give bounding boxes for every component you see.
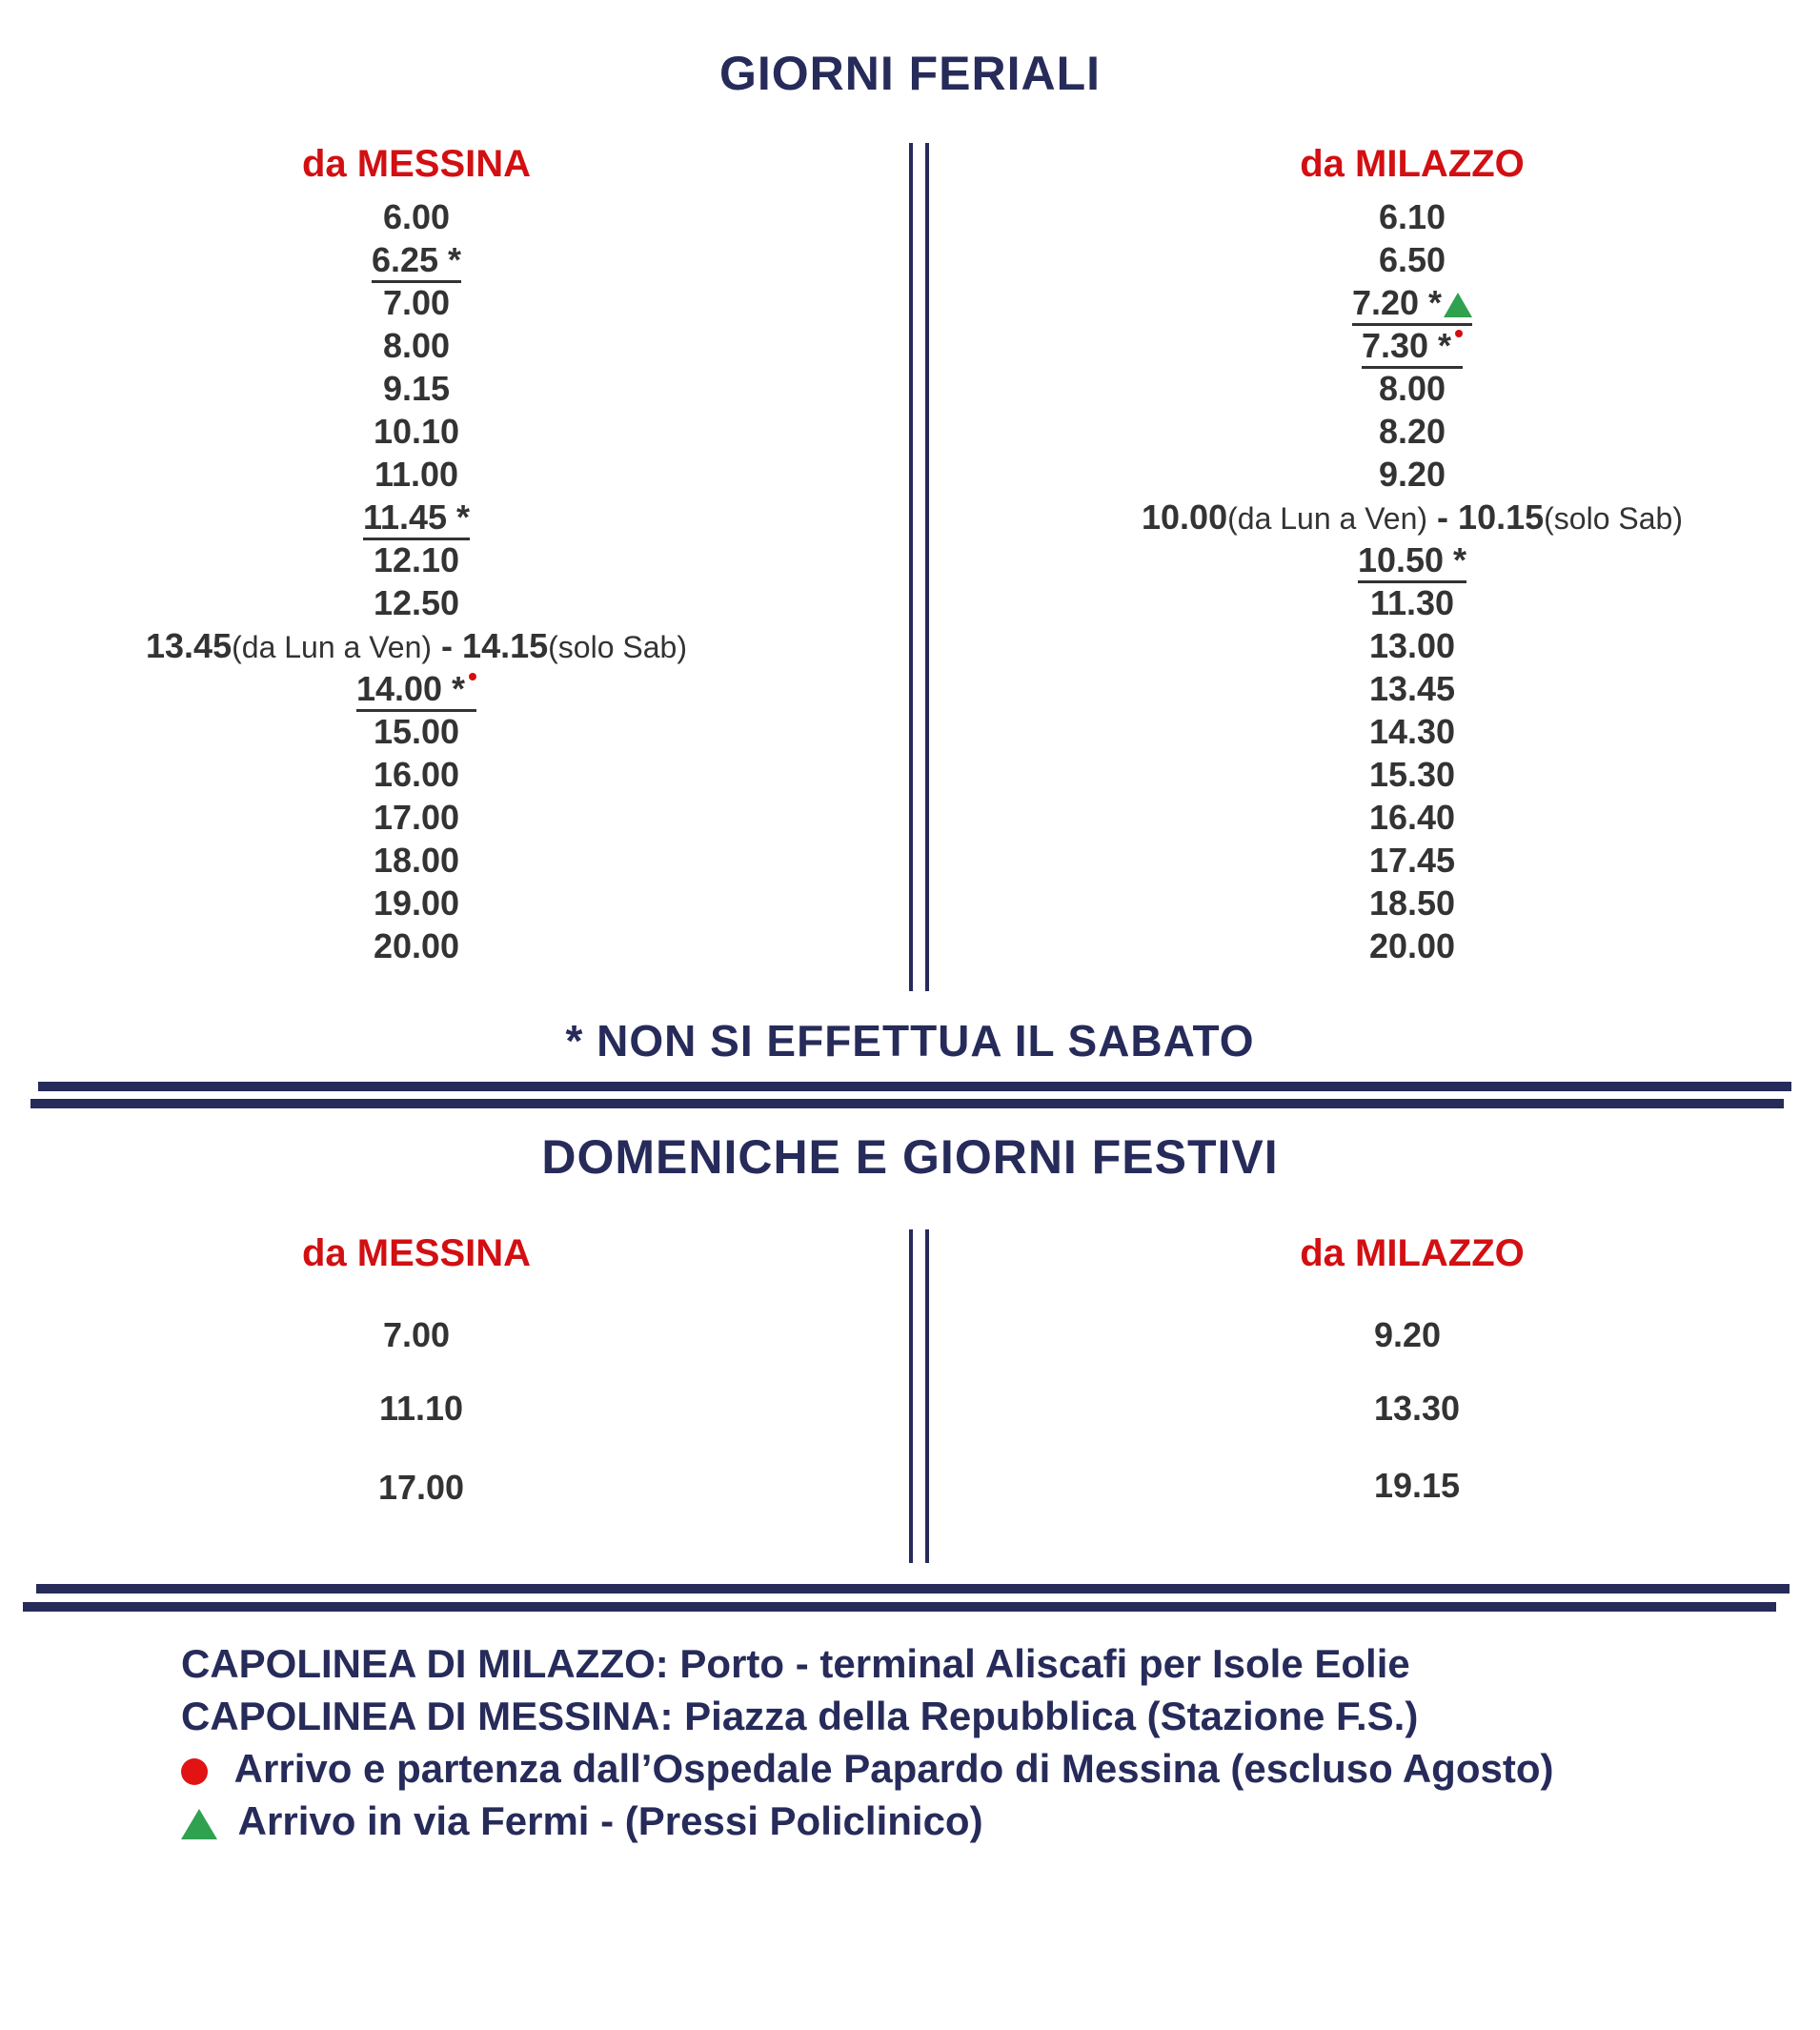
departure-time [83,410,750,453]
time-value [374,841,459,880]
departure-time [83,667,750,710]
green-triangle-icon [181,1809,217,1839]
departure-time [83,324,750,367]
holiday-messina-time: 17.00 [377,1468,465,1507]
time-value [374,883,459,923]
time-value [1358,540,1466,583]
asterisk-mark: * [1444,540,1467,579]
time-text: 18.50 [1368,883,1456,923]
time-text: 10.50 [1357,540,1445,579]
time-text: 9.15 [382,369,451,408]
footer-separator-bottom [23,1602,1776,1612]
departure-time [83,753,750,796]
weekday-milazzo-times [1079,195,1746,967]
departure-time [1079,753,1746,796]
time-text: 18.00 [373,841,460,880]
asterisk-mark: * [442,669,466,708]
time-value [374,798,459,837]
time-value [383,283,450,322]
departure-time [1079,796,1746,839]
holiday-title: DOMENICHE E GIORNI FESTIVI [541,1130,1279,1184]
separator: - [432,626,463,665]
weekday-title: GIORNI FERIALI [718,47,1102,100]
holiday-messina-time: 7.00 [382,1315,451,1354]
time-text: 11.30 [1369,583,1455,622]
time-value [383,369,450,408]
time-value [383,197,450,236]
departure-time [83,496,750,538]
time-text: 6.50 [1378,240,1446,279]
time-text: 16.00 [373,755,460,794]
departure-time [83,281,750,324]
departure-time [83,453,750,496]
weekday-milazzo-heading: da MILAZZO [1300,143,1525,185]
red-dot-icon [181,1758,208,1785]
departure-time [83,839,750,882]
weekday-qualifier: (da Lun a Ven) [232,630,433,664]
departure-time [1079,924,1746,967]
departure-time [1079,410,1746,453]
departure-time [83,924,750,967]
section-separator-bottom [30,1099,1784,1108]
time-text: 17.45 [1368,841,1456,880]
time-value [374,926,459,965]
legend-fermi [181,1795,1553,1847]
time-value [356,669,476,712]
time-value [1369,712,1455,751]
time-value [1369,926,1455,965]
time-value [1379,197,1446,236]
time-value [1379,412,1446,451]
time-value [1379,240,1446,279]
time-text: 14.00 [355,669,443,708]
holiday-messina-time: 11.10 [378,1389,464,1428]
red-dot-icon [469,673,476,680]
time-value [372,240,461,283]
time-value [374,583,459,622]
departure-time [83,796,750,839]
time-text: 16.40 [1368,798,1456,837]
time-value [1379,455,1446,494]
departure-time [1079,538,1746,581]
departure-time [83,538,750,581]
asterisk-mark: * [438,240,462,279]
departure-time [83,581,750,624]
time-text: 8.00 [382,326,451,365]
holiday-milazzo-heading: da MILAZZO [1300,1232,1525,1274]
holiday-messina-heading: da MESSINA [301,1232,532,1274]
time-text: 14.30 [1368,712,1456,751]
red-dot-icon [1455,330,1463,337]
departure-time [1079,281,1746,324]
time-text: 7.30 [1361,326,1429,365]
footer-separator-top [36,1584,1790,1594]
departure-time [1079,238,1746,281]
time-value [374,412,459,451]
time-value [1369,669,1455,708]
time-text: 6.00 [382,197,451,236]
time-value [1370,583,1454,622]
weekday-messina-heading: da MESSINA [301,143,532,185]
asterisk-mark: * [1428,326,1452,365]
legend-ospedale [181,1742,1553,1795]
holiday-milazzo-time: 9.20 [1373,1315,1442,1354]
time-text: 19.00 [373,883,460,923]
time-value [1369,841,1455,880]
time-text: 20.00 [1368,926,1456,965]
holiday-column-divider [909,1229,929,1563]
time-text: 7.20 [1351,283,1420,322]
time-text: 6.10 [1378,197,1446,236]
time-text: 6.25 [371,240,439,279]
time-value: 10.15 [1458,497,1545,537]
legend-ospedale-text: Arrivo e partenza dall’Ospedale Papardo di Messina (escluso Agosto) [233,1746,1554,1791]
time-value [1362,326,1463,369]
departure-time [83,624,750,667]
time-value: 13.45 [146,626,233,665]
time-text: 17.00 [373,798,460,837]
time-text: 11.00 [374,455,459,494]
time-value [1352,283,1472,326]
time-text: 9.20 [1378,455,1446,494]
departure-time [1079,667,1746,710]
time-value [363,497,470,540]
time-value [383,326,450,365]
weekday-qualifier: (da Lun a Ven) [1227,501,1428,536]
time-value [1379,369,1446,408]
time-value [374,455,458,494]
asterisk-mark: * [1419,283,1443,322]
saturday-note: * NON SI EFFETTUA IL SABATO [565,1016,1255,1066]
time-value [374,712,459,751]
time-text: 15.30 [1368,755,1456,794]
departure-time [1079,324,1746,367]
departure-time [1079,367,1746,410]
departure-time [83,238,750,281]
time-value [1369,755,1455,794]
time-text: 12.10 [373,540,460,579]
weekday-messina-times [83,195,750,967]
departure-time [83,882,750,924]
time-text: 10.10 [373,412,460,451]
section-separator-top [38,1082,1791,1091]
time-value: 10.00 [1142,497,1228,537]
time-value [1369,798,1455,837]
time-text: 15.00 [373,712,460,751]
legend-fermi-text: Arrivo in via Fermi - (Pressi Policlinico) [237,1798,983,1843]
time-text: 12.50 [373,583,460,622]
green-triangle-icon [1444,293,1472,317]
departure-time [1079,453,1746,496]
departure-time [1079,710,1746,753]
time-value [374,540,459,579]
departure-time [83,367,750,410]
time-value: 14.15 [462,626,549,665]
saturday-qualifier: (solo Sab) [548,630,687,664]
separator: - [1427,497,1459,537]
weekday-column-divider [909,143,929,991]
footer [181,1637,1553,1847]
time-text: 20.00 [373,926,460,965]
time-text: 11.45 [362,497,448,537]
departure-time [83,195,750,238]
capolinea-milazzo: CAPOLINEA DI MILAZZO: Porto - terminal Aliscafi per Isole Eolie [181,1641,1410,1686]
departure-time [1079,839,1746,882]
time-text: 8.00 [1378,369,1446,408]
asterisk-mark: * [447,497,471,537]
time-value [1369,626,1455,665]
time-value [1369,883,1455,923]
holiday-milazzo-time: 13.30 [1373,1389,1461,1428]
time-text: 13.00 [1368,626,1456,665]
capolinea-messina: CAPOLINEA DI MESSINA: Piazza della Repubblica (Stazione F.S.) [181,1694,1419,1738]
saturday-qualifier: (solo Sab) [1544,501,1683,536]
departure-time [83,710,750,753]
departure-time [1079,624,1746,667]
departure-time [1079,496,1746,538]
departure-time [1079,195,1746,238]
time-text: 7.00 [382,283,451,322]
holiday-milazzo-time: 19.15 [1373,1466,1461,1505]
time-text: 8.20 [1378,412,1446,451]
time-value [374,755,459,794]
departure-time [1079,581,1746,624]
departure-time [1079,882,1746,924]
time-text: 13.45 [1368,669,1456,708]
